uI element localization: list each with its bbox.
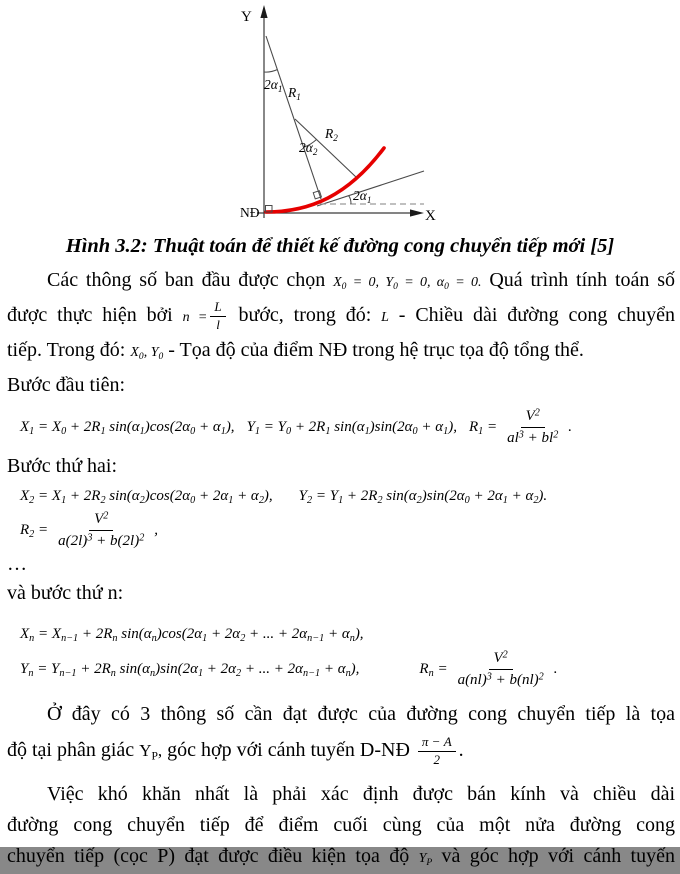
body-text: tiếp. Trong đó: (7, 339, 126, 361)
equation-step2-xy (0, 483, 680, 509)
x-axis-label: X (425, 208, 436, 224)
body-text: độ tại phân giác (7, 739, 135, 761)
fraction-R2 (53, 510, 149, 551)
eq-x-part: $X_n = X_{n-1} + 2R_n$ $\sin(\alpha_n)\cos(2\alpha_1 + 2\alpha_2$ + ... + $2\alpha_{n-1} + \alpha_n$), (20, 626, 364, 645)
fraction-numerator: $V^2$ (521, 407, 545, 428)
text-line (0, 264, 680, 299)
eq-x-part: $X_2 = X_1 + 2R_2$ $\sin(\alpha_2)\cos(2\alpha_0 + 2\alpha_1 + \alpha_2)$, (20, 488, 273, 507)
x-axis-arrow-icon (410, 209, 424, 216)
text-line (0, 334, 680, 369)
text-line (0, 731, 680, 770)
body-text: Các thông số ban đầu được chọn (47, 269, 326, 291)
y-axis-label: Y (241, 9, 252, 25)
paragraph-initial-params (0, 264, 680, 402)
origin-label: NĐ (240, 205, 260, 220)
eq-end-punct: , (154, 521, 159, 538)
figure-caption: Hình 3.2: Thuật toán để thiết kế đường cong chuyển tiếp mới [5] (65, 235, 615, 257)
text-line: đường cong chuyển tiếp để điểm cuối cùng của một nửa đường cong (7, 814, 675, 836)
inline-math-n-equals: n = (182, 310, 208, 325)
body-text: góc hợp với cánh tuyến D-NĐ (167, 739, 410, 761)
fraction-denominator: l (216, 316, 220, 332)
eq-end-punct: . (568, 418, 573, 435)
fraction-R1 (502, 407, 563, 448)
fraction-denominator: 2 (433, 751, 441, 767)
eq-r-part (419, 649, 557, 690)
body-text: chuyển tiếp (cọc P) đạt được điều kiện tọa độ (7, 845, 410, 867)
transition-curve-diagram (0, 0, 680, 230)
equation-step1 (0, 404, 680, 450)
equation-step2-r (0, 509, 680, 551)
eq-x-part: $X_1 = X_0 + 2R_1$ $\sin(\alpha_1)\cos(2\alpha_0 + \alpha_1)$, (20, 418, 235, 437)
text-line (0, 299, 680, 334)
body-text: . (458, 739, 464, 761)
figure-3-2 (0, 0, 680, 230)
angle-top-label: $2\alpha_1$ (264, 77, 283, 94)
fraction-denominator: $a(2l)^3 + b(2l)^2$ (58, 531, 145, 549)
angle-arc-top (264, 70, 278, 73)
fraction-numerator: L (210, 300, 225, 317)
body-text: và góc hợp với cánh tuyến (441, 845, 675, 867)
paragraph-difficulty (0, 779, 680, 874)
radius2-label: $R_2$ (325, 126, 338, 143)
equation-stepn-x (0, 620, 680, 648)
eq-r-part (469, 407, 572, 448)
fraction-denominator: a(nl)$^3$ + b(nl)$^2$ (457, 670, 544, 688)
text-line: Việc khó khăn nhất là phải xác định được bán kính và chiều dài (47, 783, 675, 805)
inline-fraction-pi-minus-A-over-2 (418, 735, 456, 768)
eq-y-part: $Y_n = Y_{n-1} + 2R_n$ $\sin(\alpha_n)\sin(2\alpha_1 + 2\alpha_2$ + ... + $2\alpha_{n-1} + \alpha_n$), (20, 660, 360, 679)
inline-math-L: L (381, 310, 389, 325)
fraction-Rn (453, 649, 549, 690)
body-text: Quá trình tính toán số (489, 269, 676, 291)
body-text: bước, trong đó: (238, 304, 372, 326)
stepn-heading: và bước thứ n: (7, 582, 124, 604)
angle-arc-bottom (349, 196, 352, 205)
equation-stepn-yr (0, 648, 680, 690)
body-text: - Tọa độ của điểm NĐ trong hệ trục tọa độ tổng thể. (168, 339, 584, 361)
eq-r-prefix: $R_2$ = (20, 521, 49, 540)
eq-r-prefix: $R_n$ = (419, 660, 448, 679)
radius1-line (266, 36, 321, 199)
eq-y-part: $Y_1 = Y_0 + 2R_1$ $\sin(\alpha_1)\sin(2\alpha_0 + \alpha_1)$, (246, 418, 457, 437)
step1-heading: Bước đầu tiên: (7, 374, 126, 396)
eq-y-part: $Y_2 = Y_1 + 2R_2$ $\sin(\alpha_2)\sin(2\alpha_0 + 2\alpha_1 + \alpha_2)$. (298, 488, 548, 507)
radius1-label: $R_1$ (288, 85, 301, 102)
text-line (0, 841, 680, 874)
eq-r-part (20, 510, 158, 551)
fraction-denominator: $al^3 + bl^2$ (507, 428, 559, 446)
eq-end-punct: . (553, 660, 558, 677)
y-axis-arrow-icon (260, 5, 267, 18)
step2-heading: Bước thứ hai: (7, 455, 118, 477)
paragraph-three-params (0, 698, 680, 770)
body-text: - Chiều dài đường cong chuyển (398, 304, 676, 326)
eq-r-prefix: $R_1$ = (468, 418, 498, 437)
inline-math-Yp: $Y_P$ (418, 851, 433, 868)
text-line: Ở đây có 3 thông số cần đạt được của đường cong chuyển tiếp là tọa (47, 703, 675, 725)
fraction-numerator: $V^2$ (89, 510, 113, 531)
inline-fraction-L-over-l (210, 300, 225, 333)
angle-mid-label: $2\alpha_2$ (299, 140, 318, 157)
ellipsis-line: … (7, 553, 27, 575)
fraction-numerator: $V^2$ (489, 649, 513, 670)
inline-math-initial-values: $X_0 = 0$, $Y_0 = 0$, $\alpha_0 = 0$. (333, 275, 482, 292)
inline-math-Yp: $Y_P$, (139, 741, 163, 763)
angle-bottom-label: $2\alpha_1$ (353, 188, 372, 205)
right-angle-mark-chord (313, 191, 321, 199)
inline-math-x0-y0: $X_0$, $Y_0$ (130, 345, 164, 362)
fraction-numerator: π − A (418, 735, 456, 752)
body-text: được thực hiện bởi (7, 304, 173, 326)
